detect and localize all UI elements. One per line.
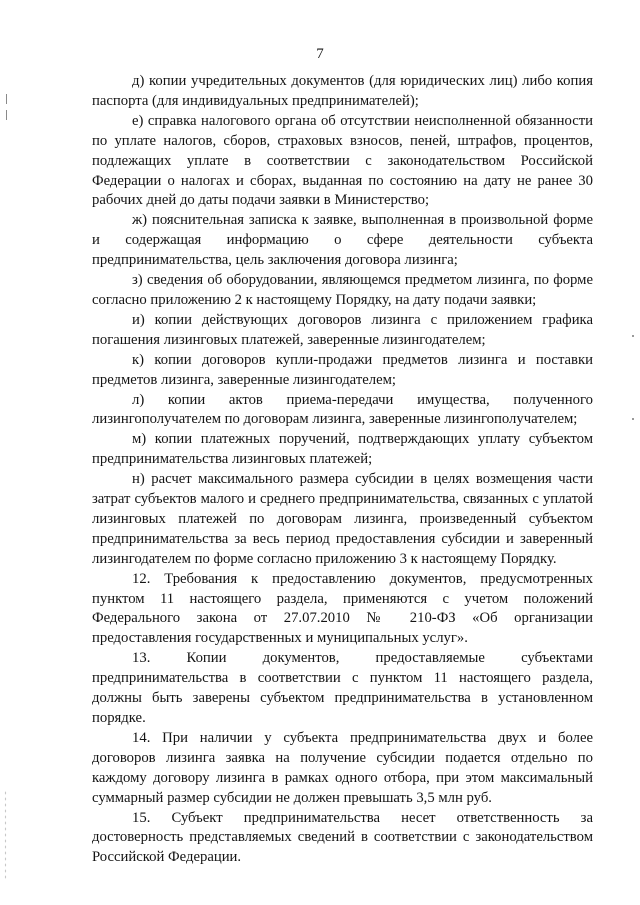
page-number: 7 [316,46,324,62]
paragraph-e: е) справка налогового органа об отсутствии неисполненной обязанности по уплате налогов, сборов, страховых взносов, пеней, штрафов, процентов, подлежащих уплате в соответствии с законодательством Российской Федерации о налогах и сборах, выданная по состоянию на дату не ранее 30 рабочих дней до даты подачи заявки в Министерство; [92,112,593,209]
paragraph-z: з) сведения об оборудовании, являющемся предметом лизинга, по форме согласно приложению 2 к настоящему Порядку, на дату подачи заявки; [92,272,593,308]
paragraph-l: л) копии актов приема-передачи имущества, полученного лизингополучателем по договорам лизинга, заверенные лизингополучателем; [92,391,593,428]
paragraph-d: д) копии учредительных документов (для юридических лиц) либо копия паспорта (для индивидуальных предпринимателей); [92,73,593,109]
scan-speck [632,418,634,420]
scan-dots [4,790,7,880]
paragraph-k: к) копии договоров купли-продажи предметов лизинга и поставки предметов лизинга, заверенные лизингодателем; [92,351,593,388]
scan-margin-marks [6,94,8,128]
section-13: 13. Копии документов, предоставляемые субъектами предпринимательства в соответствии с пунктом 11 настоящего раздела, должны быть заверены субъектом предпринимательства в установленном порядке. [92,650,593,726]
section-14: 14. При наличии у субъекта предпринимательства двух и более договоров лизинга заявка на получение субсидии подается отдельно по каждому договору лизинга в рамках одного отбора, при этом максимальный суммарный размер субсидии не должен превышать 3,5 млн руб. [92,729,593,806]
section-15: 15. Субъект предпринимательства несет ответственность за достоверность представляемых сведений в соответствии с законодательством Российской Федерации. [92,809,593,866]
scan-mark [6,94,7,104]
section-12: 12. Требования к предоставлению документов, предусмотренных пунктом 11 настоящего раздела, применяются с учетом положений Федерального закона от 27.07.2010 № 210-ФЗ «Об организации предоставления государственных и муниципальных услуг». [92,570,593,647]
paragraph-i: и) копии действующих договоров лизинга с приложением графика погашения лизинговых платежей, заверенные лизингодателем; [92,311,593,348]
document-body [92,72,593,868]
paragraph-m: м) копии платежных поручений, подтверждающих уплату субъектом предпринимательства лизинговых платежей; [92,431,593,468]
scan-speck [632,335,634,337]
scan-mark [6,110,7,120]
paragraph-zh: ж) пояснительная записка к заявке, выполненная в произвольной форме и содержащая информацию о сфере деятельности субъекта предпринимательства, цель заключения договора лизинга; [92,212,593,269]
paragraph-n: н) расчет максимального размера субсидии в целях возмещения части затрат субъектов малого и среднего предпринимательства, связанных с уплатой лизинговых платежей по договорам лизинга, произведенный субъектом предпринимательства за весь период предоставления субсидии и заверенный лизингодателем по форме согласно приложению 3 к настоящему Порядку. [92,471,593,567]
